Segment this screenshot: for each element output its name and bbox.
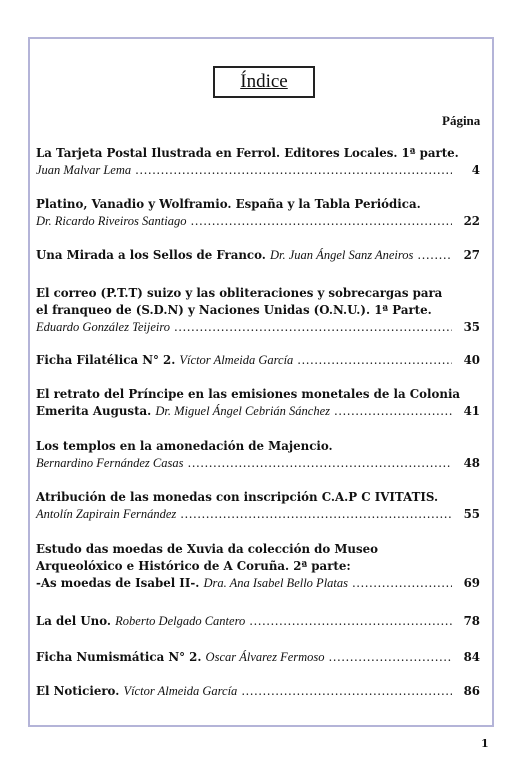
dot-leader — [174, 319, 452, 336]
entry-author-line — [36, 683, 480, 700]
dot-leader — [417, 247, 452, 264]
entry-title: Ficha Filatélica N° 2. — [36, 353, 180, 367]
entry-page: 27 — [463, 248, 480, 262]
entry-author-line — [36, 213, 480, 230]
entry-author: Juan Malvar Lema — [36, 163, 132, 177]
toc-entry — [36, 683, 480, 700]
dot-leader — [190, 213, 452, 230]
entry-title-line: Los templos en la amonedación de Majencio. — [36, 439, 333, 453]
dot-leader — [329, 649, 452, 666]
toc-entry — [36, 438, 480, 472]
entry-author: Dr. Juan Ángel Sanz Aneiros — [270, 248, 414, 262]
entry-author-line — [36, 403, 480, 420]
dot-leader — [352, 575, 452, 592]
entry-title: Ficha Numismática N° 2. — [36, 650, 206, 664]
entry-title-text — [36, 319, 170, 336]
entry-author-line — [36, 506, 480, 523]
dot-leader — [135, 162, 452, 179]
entry-title-text — [36, 649, 325, 666]
dot-leader — [297, 352, 452, 369]
entry-page: 35 — [463, 320, 480, 334]
entry-title-line: El correo (P.T.T) suizo y las obliteraciones y sobrecargas para — [36, 286, 443, 300]
toc-entry — [36, 649, 480, 666]
entry-title: La del Uno. — [36, 614, 116, 628]
entry-page: 78 — [463, 614, 480, 628]
entry-author: Eduardo González Teijeiro — [36, 320, 171, 334]
entry-author-line — [36, 247, 480, 264]
entry-page: 41 — [463, 404, 480, 418]
entry-title-text — [36, 403, 330, 420]
dot-leader — [180, 506, 452, 523]
toc-entry — [36, 352, 480, 369]
entry-page: 55 — [463, 507, 480, 521]
dot-leader — [334, 403, 452, 420]
entry-title-line: Estudo das moedas de Xuvia da colección do Museo — [36, 542, 379, 556]
entry-author: Antolín Zapirain Fernández — [36, 507, 177, 521]
entry-author: Víctor Almeida García — [123, 684, 238, 698]
entry-author: Víctor Almeida García — [179, 353, 294, 367]
entry-title: Una Mirada a los Sellos de Franco. — [36, 248, 270, 262]
entry-title-text — [36, 455, 183, 472]
dot-leader — [249, 613, 452, 630]
toc-entry — [36, 613, 480, 630]
entry-title-line: Platino, Vanadio y Wolframio. España y la Tabla Periódica. — [36, 197, 421, 211]
toc-entry — [36, 285, 480, 336]
toc-entry — [36, 196, 480, 230]
entry-title-text — [36, 506, 176, 523]
entry-page: 84 — [463, 650, 480, 664]
toc-entry — [36, 145, 480, 179]
entry-title-line: el franqueo de (S.D.N) y Naciones Unidas (O.N.U.). 1ª Parte. — [36, 303, 432, 317]
entry-title: -As moedas de Isabel II-. — [36, 576, 204, 590]
entry-author: Oscar Álvarez Fermoso — [205, 650, 325, 664]
entry-title-line: La Tarjeta Postal Ilustrada en Ferrol. Editores Locales. 1ª parte. — [36, 146, 459, 160]
entry-title-line: Arqueolóxico e Histórico de A Coruña. 2ª parte: — [36, 559, 351, 573]
toc-entry — [36, 386, 480, 420]
entry-page: 86 — [463, 684, 480, 698]
entry-author-line — [36, 613, 480, 630]
entry-title-text — [36, 613, 245, 630]
index-title: Índice — [213, 66, 315, 98]
toc-entry — [36, 489, 480, 523]
entry-title-text — [36, 683, 237, 700]
entry-title-line: Atribución de las monedas con inscripción C.A.P C IVITATIS. — [36, 490, 439, 504]
entry-author-line — [36, 575, 480, 592]
entry-page: 22 — [463, 214, 480, 228]
toc-entry — [36, 247, 480, 264]
page-number: 1 — [481, 737, 489, 750]
toc-entry — [36, 541, 480, 592]
entry-title-text — [36, 352, 293, 369]
entry-title-text — [36, 247, 413, 264]
entry-author: Bernardino Fernández Casas — [36, 456, 184, 470]
page-column-header: Página — [442, 113, 481, 128]
entry-author: Dra. Ana Isabel Bello Platas — [203, 576, 349, 590]
entry-author: Dr. Miguel Ángel Cebrián Sánchez — [155, 404, 331, 418]
entry-title-text — [36, 213, 186, 230]
entry-author-line — [36, 162, 480, 179]
dot-leader — [187, 455, 452, 472]
entry-author-line — [36, 455, 480, 472]
entry-author: Dr. Ricardo Riveiros Santiago — [36, 214, 187, 228]
entry-page: 40 — [463, 353, 480, 367]
entry-title: Emerita Augusta. — [36, 404, 156, 418]
entry-page: 4 — [471, 163, 480, 177]
entry-title-line: El retrato del Príncipe en las emisiones monetales de la Colonia — [36, 387, 461, 401]
entry-author: Roberto Delgado Cantero — [115, 614, 246, 628]
entry-author-line — [36, 649, 480, 666]
entry-author-line — [36, 352, 480, 369]
entry-title: El Noticiero. — [36, 684, 124, 698]
entry-page: 48 — [463, 456, 480, 470]
dot-leader — [241, 683, 452, 700]
entry-title-text — [36, 162, 131, 179]
entry-page: 69 — [463, 576, 480, 590]
entry-author-line — [36, 319, 480, 336]
entry-title-text — [36, 575, 348, 592]
